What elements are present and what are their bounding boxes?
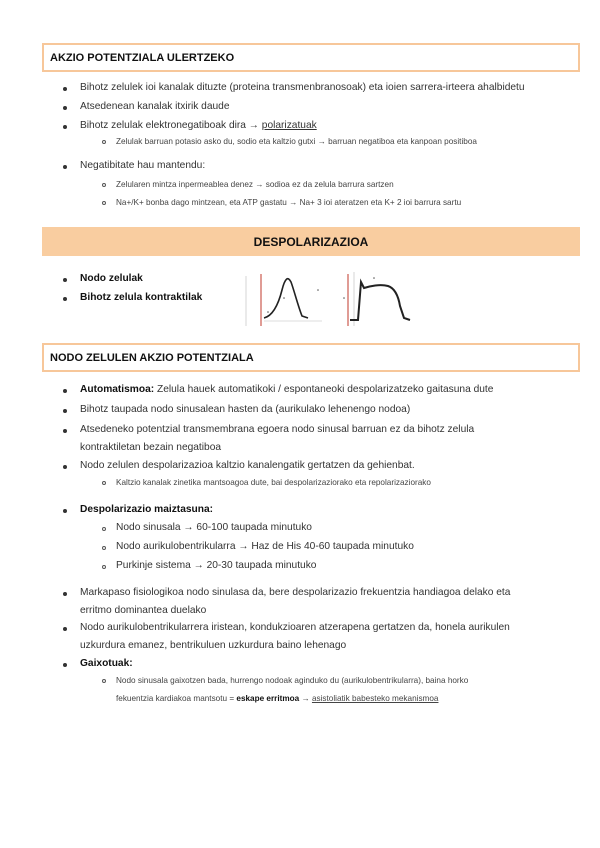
sub-bullet-icon [102,546,106,550]
list-item: Nodo zelulak [80,273,143,284]
bullet-icon [63,465,67,469]
list-item: Kaltzio kanalak zinetika mantsoagoa dute, bai despolarizaziorako eta repolarizaziorako [116,478,431,487]
sub-bullet-icon [102,481,106,485]
list-item: Zelulak barruan potasio asko du, sodio eta kaltzio gutxi → barruan negatiboa eta kanpoan positiboa [116,137,477,146]
bullet-icon [63,87,67,91]
bullet-icon [63,663,67,667]
list-item: Gaixotuak: [80,658,133,669]
list-item: Nodo sinusala → 60-100 taupada minutuko [116,522,312,533]
list-item-cont: fekuentzia kardiakoa mantsotu = eskape erritmoa → asistoliatik babesteko mekanismoa [116,694,439,703]
contractile-action-potential-graph [334,268,418,328]
bullet-icon [63,106,67,110]
bullet-icon [63,278,67,282]
section-header-despolarizazioa [42,227,580,256]
bullet-icon [63,592,67,596]
bullet-icon [63,627,67,631]
list-item: Nodo aurikulobentrikularrera iristean, kondukzioaren atzerapena gertatzen da, honela aurikulen [80,622,510,633]
list-item: Automatismoa: Zelula hauek automatikoki / espontaneoki despolarizatzeko gaitasuna dute [80,384,494,395]
list-item: Bihotz zelulak elektronegatiboak dira → polarizatuak [80,120,317,131]
list-item-cont: uzkurdura emanez, bentrikuluen uzkurdura baino lehenago [80,640,347,651]
bullet-icon [63,165,67,169]
sub-bullet-icon [102,527,106,531]
list-item: Atsedeneko potentzial transmembrana egoera nodo sinusal barruan ez da bihotz zelula [80,424,475,435]
sub-bullet-icon [102,565,106,569]
list-item: Markapaso fisiologikoa nodo sinulasa da, bere despolarizazio frekuentzia handiagoa delako eta [80,587,511,598]
nodo-action-potential-graph [244,268,326,328]
sub-bullet-icon [102,140,106,144]
list-item-cont: kontraktiletan bezain negatiboa [80,442,222,453]
list-item: Bihotz zelulek ioi kanalak dituzte (proteina transmenbranosoak) eta ioien sarrera-irteera ahalbidetu [80,82,525,93]
sub-bullet-icon [102,183,106,187]
section-header-nodo [42,343,580,372]
section-header-akzio [42,43,580,72]
bullet-icon [63,297,67,301]
bullet-icon [63,389,67,393]
section-title: AKZIO POTENTZIALA ULERTZEKO [50,52,235,64]
list-item: Despolarizazio maiztasuna: [80,504,214,515]
list-item: Nodo aurikulobentrikularra → Haz de His 40-60 taupada minutuko [116,541,414,552]
list-item: Atsedenean kanalak itxirik daude [80,101,230,112]
list-item: Negatibitate hau mantendu: [80,160,206,171]
list-item: Na+/K+ bonba dago mintzean, eta ATP gastatu → Na+ 3 ioi ateratzen eta K+ 2 ioi barrura sartu [116,198,462,207]
section-title: DESPOLARIZAZIOA [253,235,369,249]
section-title: NODO ZELULEN AKZIO POTENTZIALA [50,352,254,364]
bullet-icon [63,125,67,129]
sub-bullet-icon [102,201,106,205]
bullet-icon [63,429,67,433]
sub-bullet-icon [102,679,106,683]
list-item: Nodo zelulen despolarizazioa kaltzio kanalengatik gertatzen da gehienbat. [80,460,415,471]
list-item-cont: erritmo dominantea duelako [80,605,207,616]
bullet-icon [63,409,67,413]
list-item: Bihotz zelula kontraktilak [80,292,203,303]
list-item: Zelularen mintza inpermeablea denez → sodioa ez da zelula barrura sartzen [116,180,394,189]
list-item: Bihotz taupada nodo sinusalean hasten da (aurikulako lehenengo nodoa) [80,404,411,415]
list-item: Nodo sinusala gaixotzen bada, hurrengo nodoak aginduko du (aurikulobentrikularra), baina horko [116,676,469,685]
list-item: Purkinje sistema → 20-30 taupada minutuko [116,560,317,571]
bullet-icon [63,509,67,513]
